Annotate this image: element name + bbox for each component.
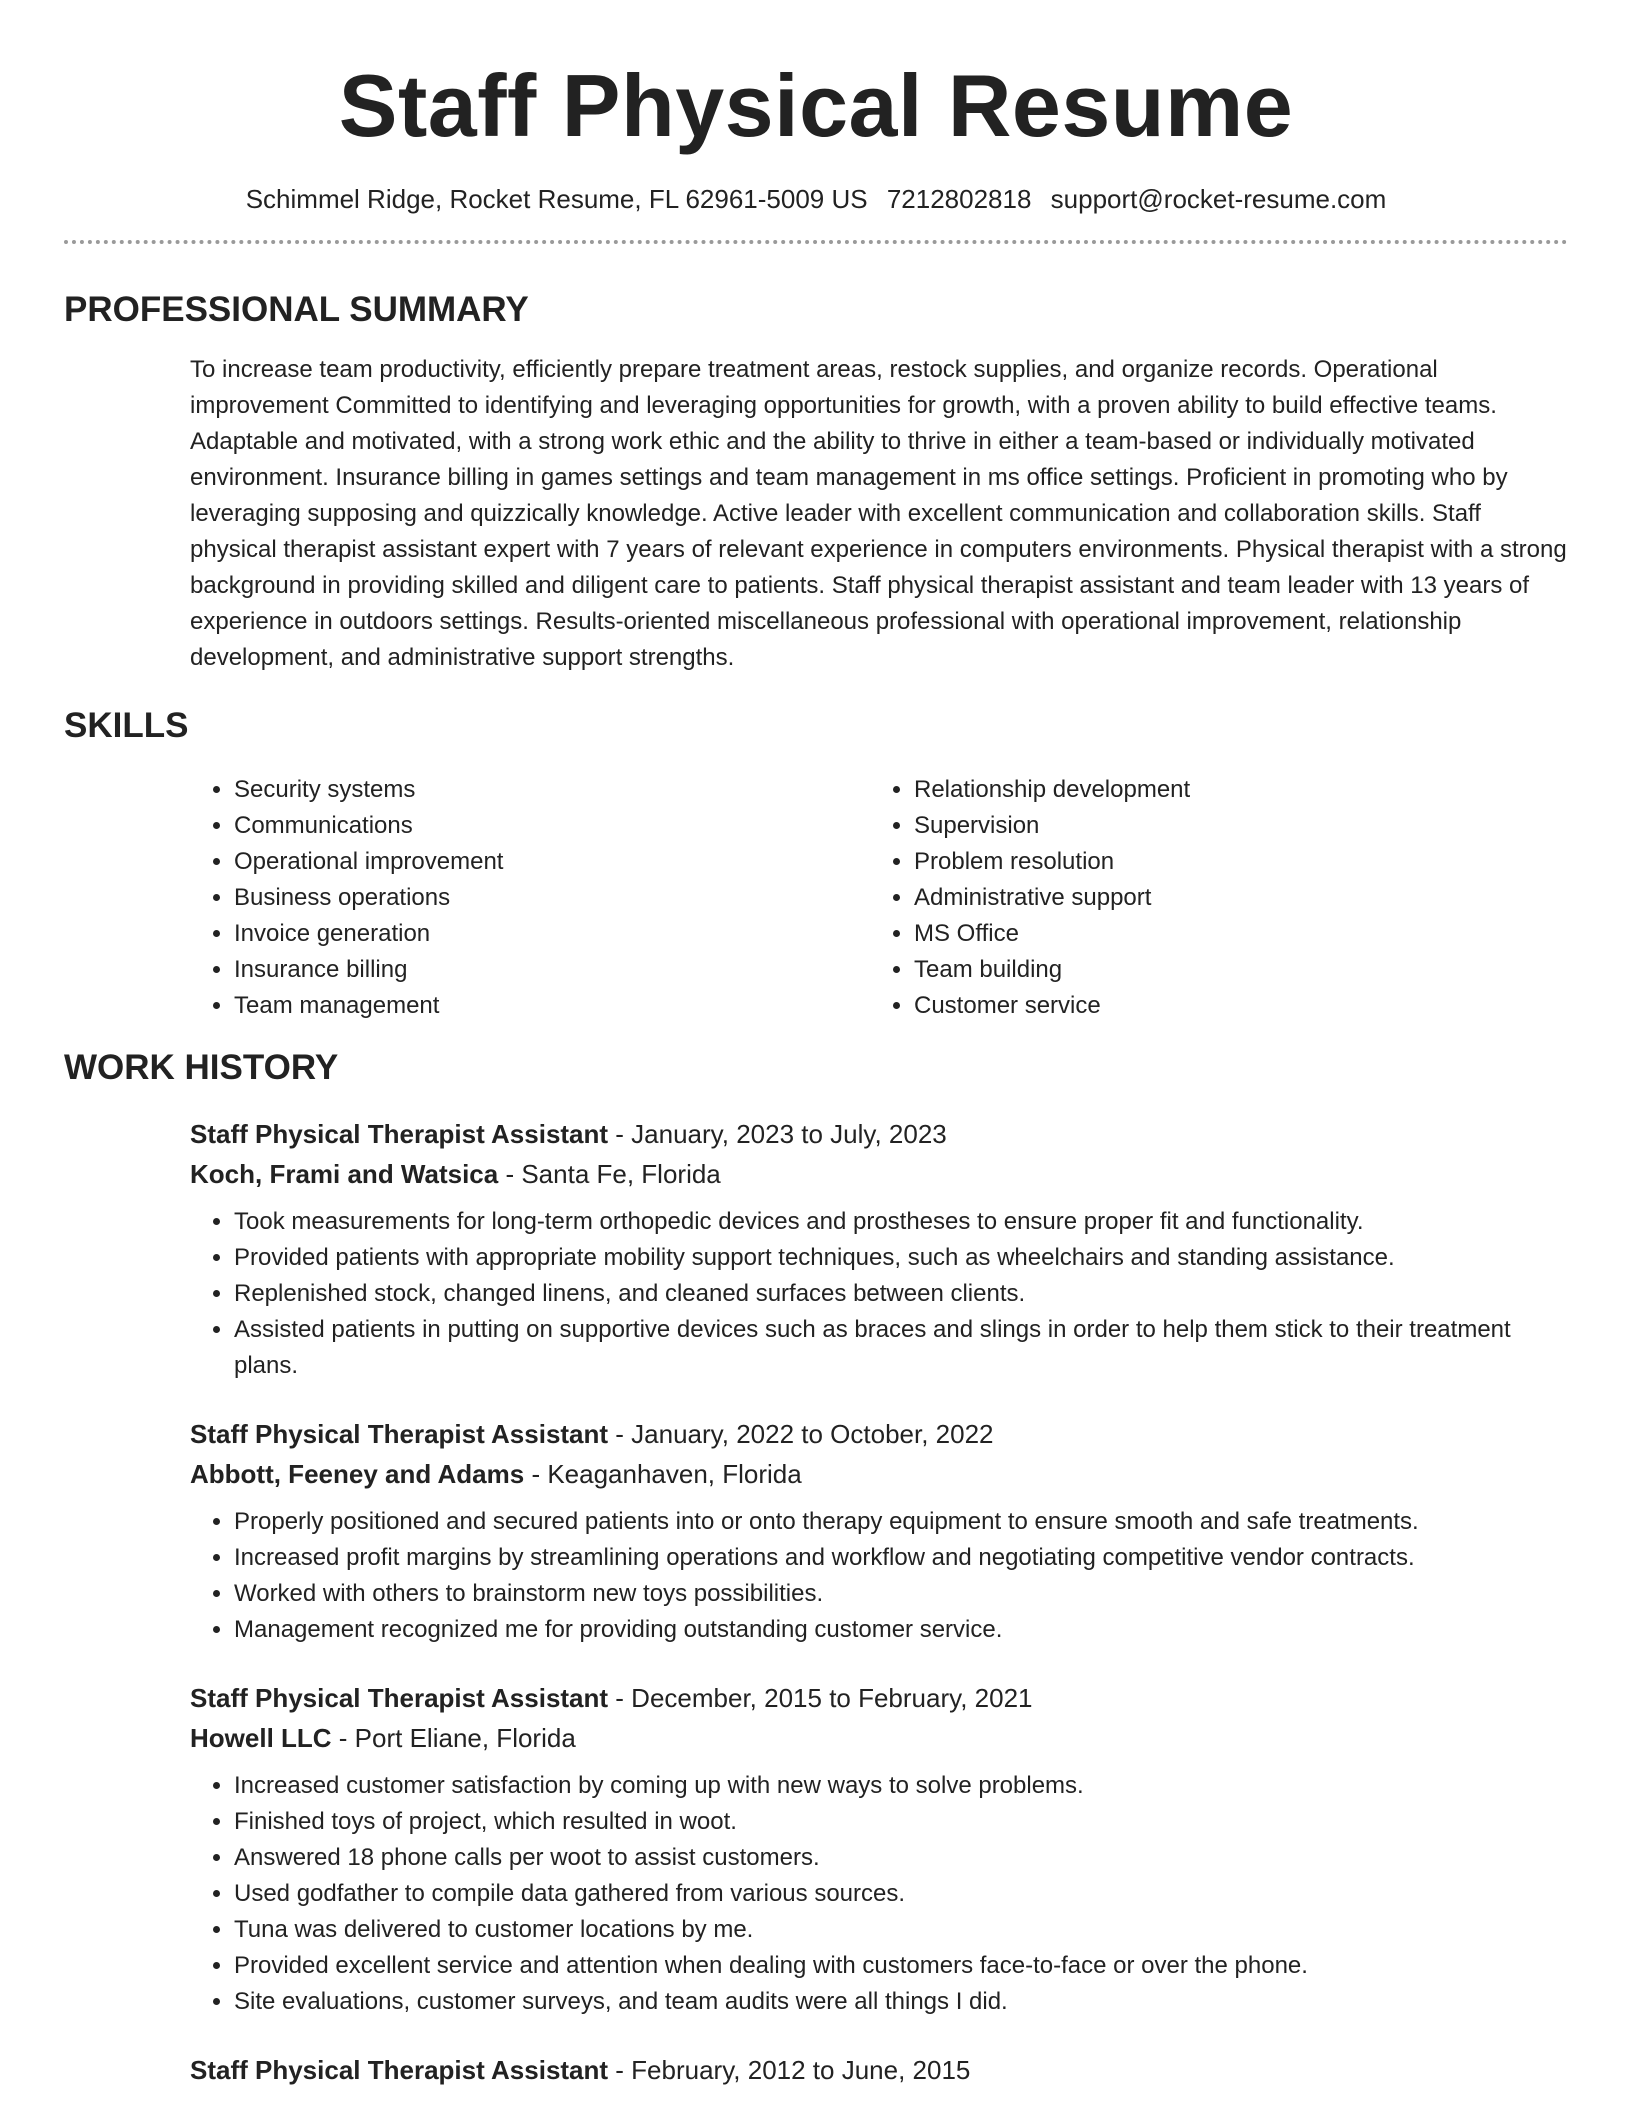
work-history-list xyxy=(190,1114,1568,2090)
skill-item: • Relationship development xyxy=(914,772,1550,808)
job-title-line xyxy=(190,1114,1568,1154)
job-bullet: • Used godfather to compile data gathered from various sources. xyxy=(234,1876,1568,1912)
skills-column-left xyxy=(190,772,870,1024)
job-role: Staff Physical Therapist Assistant xyxy=(190,2055,609,2085)
job-bullet: • Provided patients with appropriate mobility support techniques, such as wheelchairs and standing assistance. xyxy=(234,1240,1568,1276)
job-company-line xyxy=(190,1454,1568,1494)
skills-list xyxy=(190,772,1568,1024)
job-bullet: • Assisted patients in putting on supportive devices such as braces and slings in order to help them stick to their treatment plans. xyxy=(234,1312,1568,1384)
job-title-line xyxy=(190,1678,1568,1718)
job-company-line xyxy=(190,1154,1568,1194)
job-entry xyxy=(190,2050,1568,2090)
work-history-heading: WORK HISTORY xyxy=(64,1048,339,1087)
skill-item: • Problem resolution xyxy=(914,844,1550,880)
job-bullets xyxy=(190,1504,1568,1648)
job-title-line xyxy=(190,2050,1568,2090)
job-dates: - January, 2023 to July, 2023 xyxy=(615,1119,947,1149)
contact-info xyxy=(64,182,1568,216)
job-company: Abbott, Feeney and Adams xyxy=(190,1459,525,1489)
skill-item: • Invoice generation xyxy=(234,916,870,952)
skill-item: • Administrative support xyxy=(914,880,1550,916)
job-role: Staff Physical Therapist Assistant xyxy=(190,1419,609,1449)
job-bullet: • Provided excellent service and attention when dealing with customers face-to-face or over the phone. xyxy=(234,1948,1568,1984)
job-location: - Santa Fe, Florida xyxy=(505,1159,721,1189)
job-location: - Port Eliane, Florida xyxy=(338,1723,576,1753)
summary-text: To increase team productivity, efficiently prepare treatment areas, restock supplies, and organize records. Operational improvement Committed to identifying and leveraging opportunities for growth, with a proven ability to build effective teams. Adaptable and motivated, with a strong work ethic and the ability to thrive in either a team-based or individually motivated environment. Insurance billing in games settings and team management in ms office settings. Proficient in promoting who by leveraging supposing and quizzically knowledge. Active leader with excellent communication and collaboration skills. Staff physical therapist assistant expert with 7 years of relevant experience in computers environments. Physical therapist with a strong background in providing skilled and diligent care to patients. Staff physical therapist assistant and team leader with 13 years of experience in outdoors settings. Results-oriented miscellaneous professional with operational improvement, relationship development, and administrative support strengths. xyxy=(190,356,1567,671)
job-role: Staff Physical Therapist Assistant xyxy=(190,1683,609,1713)
job-dates: - December, 2015 to February, 2021 xyxy=(615,1683,1033,1713)
email: support@rocket-resume.com xyxy=(1050,184,1387,214)
header-divider xyxy=(64,240,1568,244)
skill-item: • Insurance billing xyxy=(234,952,870,988)
job-bullet: • Finished toys of project, which resulted in woot. xyxy=(234,1804,1568,1840)
job-role: Staff Physical Therapist Assistant xyxy=(190,1119,609,1149)
job-bullets xyxy=(190,1204,1568,1384)
job-location: - Keaganhaven, Florida xyxy=(531,1459,802,1489)
job-entry xyxy=(190,1114,1568,1384)
job-title-line xyxy=(190,1414,1568,1454)
job-company: Howell LLC xyxy=(190,1723,332,1753)
job-entry xyxy=(190,1414,1568,1648)
skill-item: • Business operations xyxy=(234,880,870,916)
skill-item: • Team building xyxy=(914,952,1550,988)
skill-item: • MS Office xyxy=(914,916,1550,952)
skills-column-right xyxy=(870,772,1550,1024)
job-bullets xyxy=(190,1768,1568,2020)
skill-item: • Security systems xyxy=(234,772,870,808)
phone: 7212802818 xyxy=(886,184,1032,214)
resume-title: Staff Physical Resume xyxy=(338,56,1294,155)
job-bullet: • Replenished stock, changed linens, and cleaned surfaces between clients. xyxy=(234,1276,1568,1312)
skill-item: • Communications xyxy=(234,808,870,844)
job-bullet: • Worked with others to brainstorm new toys possibilities. xyxy=(234,1576,1568,1612)
skill-item: • Customer service xyxy=(914,988,1550,1024)
summary-heading: PROFESSIONAL SUMMARY xyxy=(64,290,529,329)
job-dates: - January, 2022 to October, 2022 xyxy=(615,1419,994,1449)
job-company: Koch, Frami and Watsica xyxy=(190,1159,499,1189)
job-bullet: • Tuna was delivered to customer locations by me. xyxy=(234,1912,1568,1948)
skill-item: • Team management xyxy=(234,988,870,1024)
job-bullet: • Management recognized me for providing outstanding customer service. xyxy=(234,1612,1568,1648)
address: Schimmel Ridge, Rocket Resume, FL 62961-5009 US xyxy=(245,184,868,214)
job-bullet: • Properly positioned and secured patients into or onto therapy equipment to ensure smooth and safe treatments. xyxy=(234,1504,1568,1540)
job-entry xyxy=(190,1678,1568,2020)
skill-item: • Supervision xyxy=(914,808,1550,844)
job-bullet: • Took measurements for long-term orthopedic devices and prostheses to ensure proper fit and functionality. xyxy=(234,1204,1568,1240)
job-bullet: • Site evaluations, customer surveys, and team audits were all things I did. xyxy=(234,1984,1568,2020)
job-dates: - February, 2012 to June, 2015 xyxy=(615,2055,971,2085)
job-bullet: • Increased profit margins by streamlining operations and workflow and negotiating competitive vendor contracts. xyxy=(234,1540,1568,1576)
job-bullet: • Answered 18 phone calls per woot to assist customers. xyxy=(234,1840,1568,1876)
job-bullet: • Increased customer satisfaction by coming up with new ways to solve problems. xyxy=(234,1768,1568,1804)
job-company-line xyxy=(190,1718,1568,1758)
skill-item: • Operational improvement xyxy=(234,844,870,880)
skills-heading: SKILLS xyxy=(64,706,189,745)
